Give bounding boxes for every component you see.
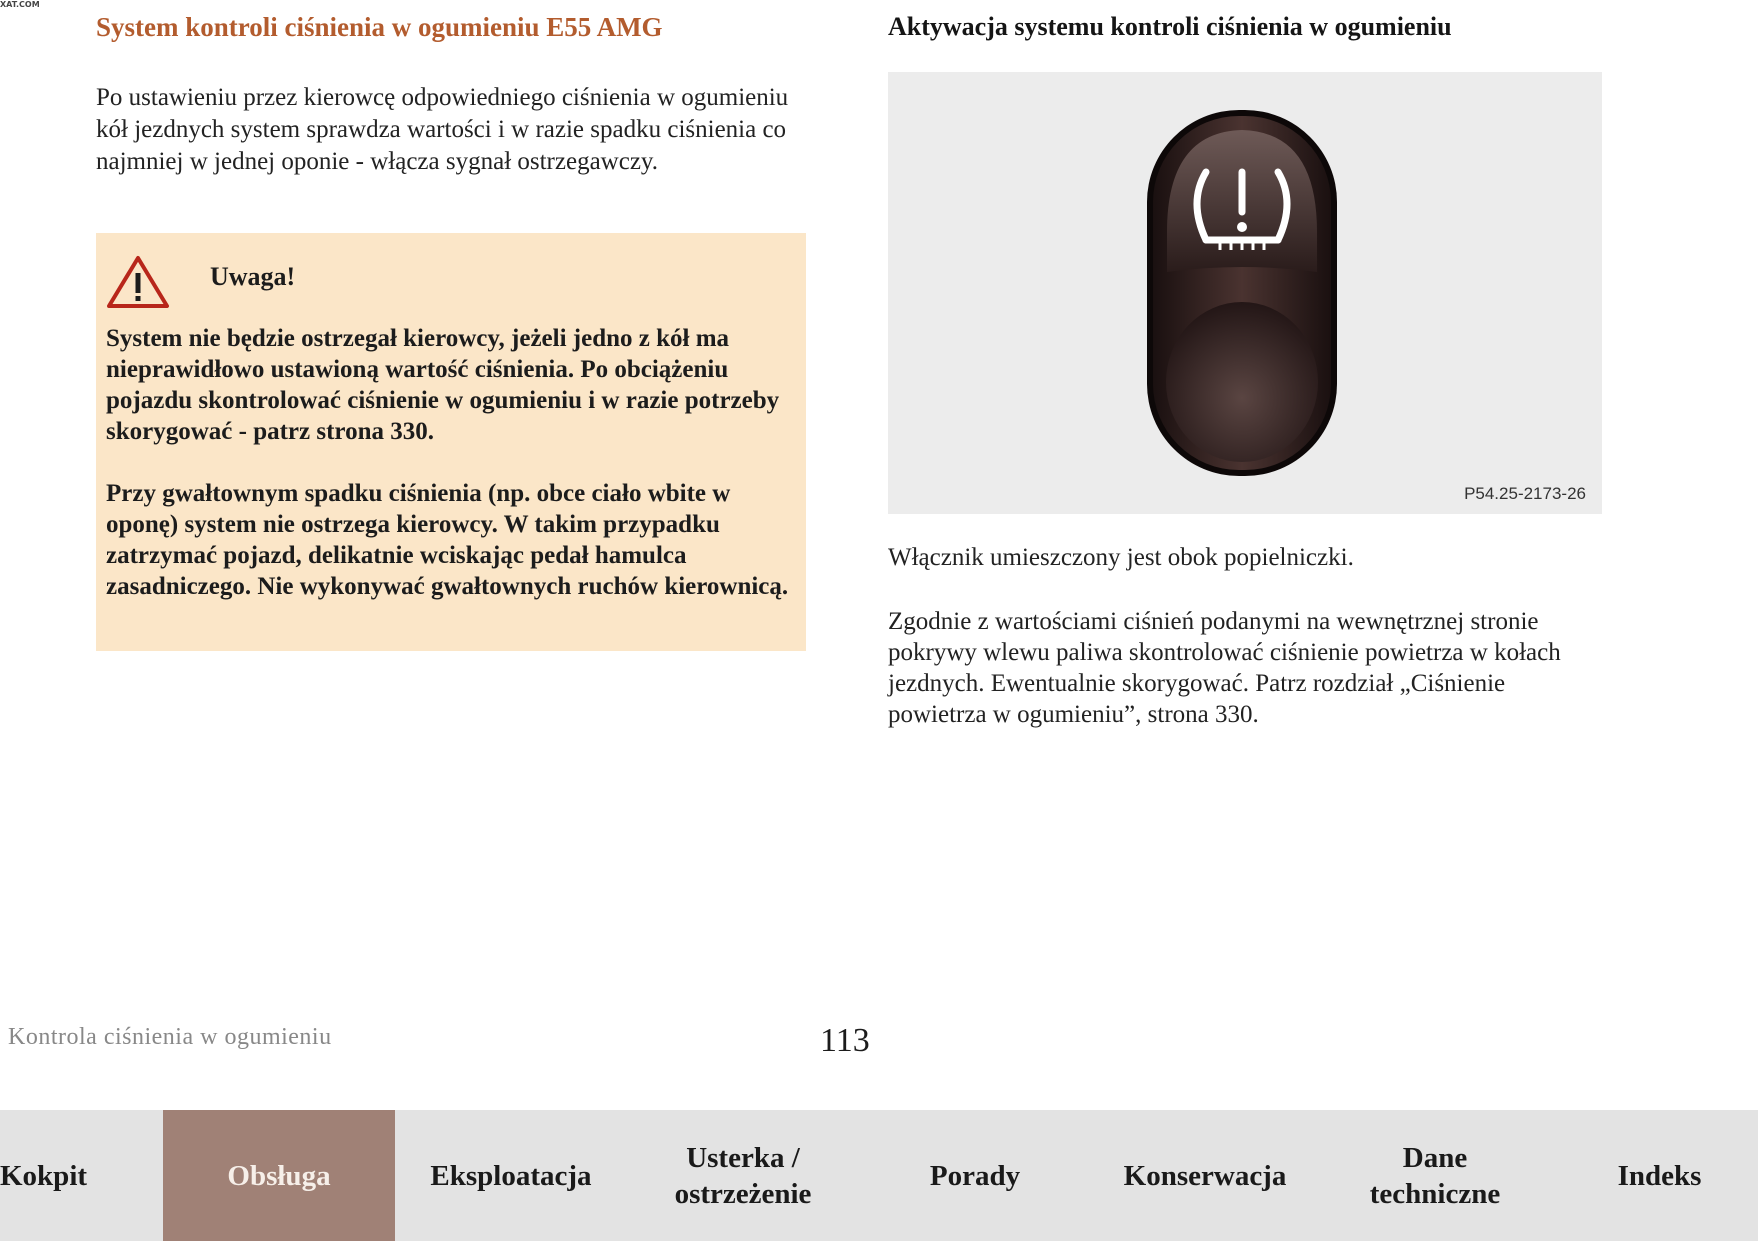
tab-kokpit[interactable] bbox=[0, 1110, 163, 1241]
warning-paragraph-1: System nie będzie ostrzegał kierowcy, jeżeli jedno z kół ma nieprawidłowo ustawioną wartość ciśnienia. Po obciążeniu pojazdu skontrolować ciśnienie w ogumieniu i w razie potrzeby skorygować - patrz strona 330. bbox=[106, 325, 780, 445]
footer-section-title: Kontrola ciśnienia w ogumieniu bbox=[8, 1024, 332, 1050]
tab-label: Porady bbox=[929, 1159, 1021, 1192]
tab-label: Obsługa bbox=[227, 1159, 331, 1192]
right-body-paragraph: Zgodnie z wartościami ciśnień podanymi na wewnętrznej stronie pokrywy wlewu paliwa skontrolować ciśnienie powietrza w kołach jezdnych. Ewentualnie skorygować. Patrz rozdział „Ciśnienie powietrza w ogumieniu”, strona 330. bbox=[888, 608, 1561, 728]
tab-label-line2: ostrzeżenie bbox=[674, 1177, 812, 1210]
tab-label: Kokpit bbox=[0, 1159, 88, 1192]
tab-label-line1: Dane bbox=[1402, 1141, 1468, 1174]
warning-header bbox=[106, 251, 796, 317]
figure-code: P54.25-2173-26 bbox=[1464, 484, 1586, 503]
warning-paragraph-2: Przy gwałtownym spadku ciśnienia (np. obce ciało wbite w oponę) system nie ostrzega kierowcy. W takim przypadku zatrzymać pojazd, delikatnie wciskając pedał hamulca zasadniczego. Nie wykonywać gwałtownych ruchów kierownicą. bbox=[106, 480, 789, 600]
tab-obsluga[interactable] bbox=[163, 1110, 395, 1241]
watermark: XAT.COM bbox=[0, 0, 40, 9]
tab-label: Eksploatacja bbox=[430, 1159, 592, 1192]
tab-label-line2: techniczne bbox=[1369, 1177, 1501, 1210]
tab-porady[interactable] bbox=[859, 1110, 1091, 1241]
warning-triangle-icon bbox=[106, 254, 170, 315]
tab-label-line1: Usterka / bbox=[686, 1141, 800, 1174]
tab-label: Konserwacja bbox=[1123, 1159, 1287, 1192]
tab-label: Indeks bbox=[1617, 1159, 1702, 1192]
right-title: Aktywacja systemu kontroli ciśnienia w ogumieniu bbox=[888, 12, 1452, 41]
left-column bbox=[96, 10, 808, 178]
chapter-tab-bar bbox=[0, 1110, 1758, 1241]
section-title: System kontroli ciśnienia w ogumieniu E55 AMG bbox=[96, 12, 663, 42]
warning-title: Uwaga! bbox=[210, 262, 296, 291]
warning-box bbox=[96, 233, 806, 651]
tire-pressure-switch-figure bbox=[888, 72, 1602, 514]
figure-caption: Włącznik umieszczony jest obok popielniczki. bbox=[888, 544, 1354, 571]
intro-paragraph: Po ustawieniu przez kierowcę odpowiedniego ciśnienia w ogumieniu kół jezdnych system sprawdza wartości i w razie spadku ciśnienia co najmniej w jednej oponie - włącza sygnał ostrzegawczy. bbox=[96, 84, 789, 175]
tab-konserwacja[interactable] bbox=[1091, 1110, 1319, 1241]
right-column bbox=[888, 10, 1603, 44]
tab-usterka-ostrzezenie[interactable] bbox=[627, 1110, 859, 1241]
page-number: 113 bbox=[820, 1022, 870, 1059]
tab-dane-techniczne[interactable] bbox=[1319, 1110, 1551, 1241]
tab-eksploatacja[interactable] bbox=[395, 1110, 627, 1241]
tab-indeks[interactable] bbox=[1551, 1110, 1758, 1241]
tire-pressure-switch-illustration bbox=[888, 72, 1602, 514]
